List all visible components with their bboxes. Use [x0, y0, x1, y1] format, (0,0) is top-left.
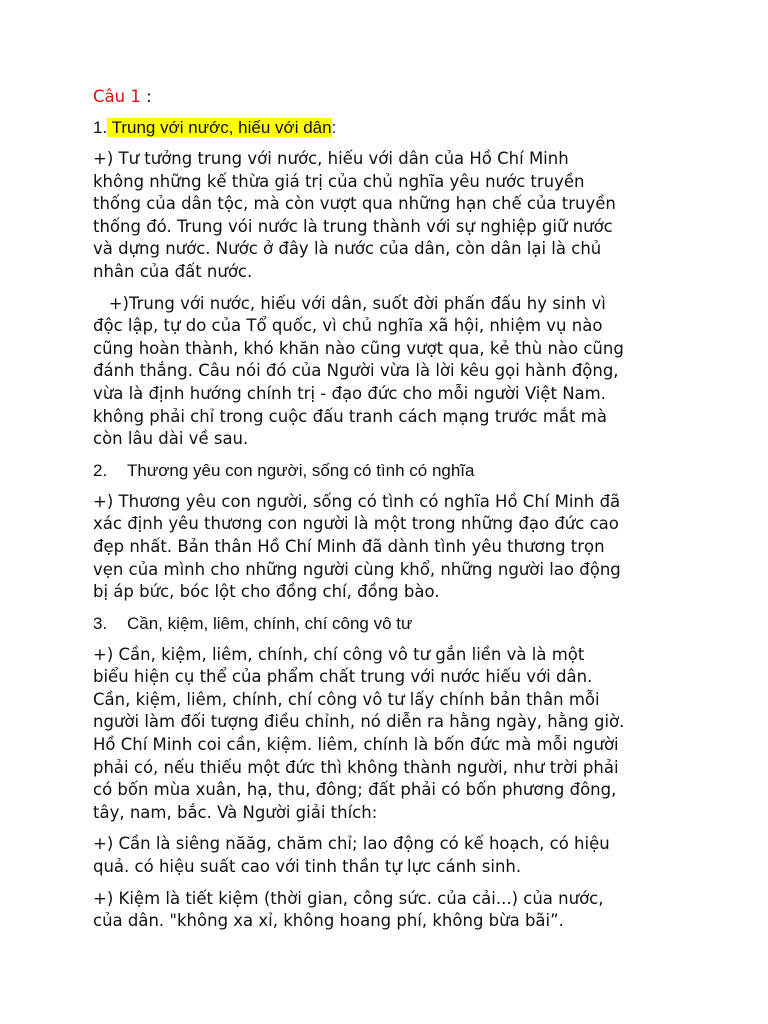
- section-3-paragraph-1: [93, 644, 683, 825]
- section-3-paragraph-3: [93, 888, 683, 933]
- text-line: +)Trung với nước, hiếu với dân, suốt đời phấn đấu hy sinh vì: [93, 293, 606, 313]
- section-2-paragraph-1: [93, 491, 683, 604]
- question-suffix: :: [140, 87, 152, 106]
- text-line: Cần, kiệm, liêm, chính, chí công vô tư lấy chính bản thân mỗi: [93, 689, 600, 709]
- section-2-title-text: Thương yêu con người, sống có tình có nghĩa: [127, 460, 475, 480]
- text-line: quả. có hiệu suất cao với tinh thần tự lực cánh sinh.: [93, 857, 522, 877]
- section-1-number: 1.: [93, 118, 108, 137]
- text-line: vẹn của mình cho những người cùng khổ, những người lao động: [93, 559, 621, 579]
- section-2-number: 2.: [93, 460, 108, 480]
- text-line: xác định yêu thương con người là một trong những đạo đức cao: [93, 514, 619, 534]
- text-line: +) Cần là siêng năăg, chăm chỉ; lao động có kế hoạch, có hiệu: [93, 834, 610, 854]
- text-line: nhân của đất nước.: [93, 261, 253, 281]
- text-line: độc lập, tự do của Tổ quốc, vì chủ nghĩa xã hội, nhiệm vụ nào: [93, 316, 603, 336]
- text-line: không những kế thừa giá trị của chủ nghĩa yêu nước truyền: [93, 171, 585, 191]
- text-line: và dựng nước. Nước ở đây là nước của dân, còn dân lại là chủ: [93, 239, 602, 259]
- text-line: cũng hoàn thành, khó khăn nào cũng vượt qua, kẻ thù nào cũng: [93, 338, 624, 358]
- question-heading: [93, 86, 683, 108]
- text-line: đẹp nhất. Bản thân Hồ Chí Minh đã dành tình yêu thương trọn: [93, 536, 605, 556]
- section-3-paragraph-2: [93, 833, 683, 878]
- document-page: [93, 86, 683, 942]
- text-line: +) Cần, kiệm, liêm, chính, chí công vô tư gắn liền và là một: [93, 644, 585, 664]
- section-1-title: [93, 117, 683, 139]
- text-line: +) Thương yêu con người, sống có tình có nghĩa Hồ Chí Minh đã: [93, 491, 621, 511]
- question-label: Câu 1: [93, 87, 141, 106]
- text-line: có bốn mùa xuân, hạ, thu, đông; đất phải có bốn phương đông,: [93, 780, 617, 800]
- text-line: còn lâu dài về sau.: [93, 429, 249, 449]
- text-line: không phải chỉ trong cuộc đấu tranh cách mạng trước mắt mà: [93, 406, 607, 426]
- section-3-number: 3.: [93, 613, 108, 633]
- text-line: biểu hiện cụ thể của phẩm chất trung với nước hiếu với dân.: [93, 667, 593, 687]
- text-line: tây, nam, bắc. Và Người giải thích:: [93, 802, 378, 822]
- text-line: của dân. "không xa xỉ, không hoang phí, không bừa bãi”.: [93, 911, 564, 931]
- section-1-title-text: Trung với nước, hiếu với dân: [107, 118, 332, 137]
- section-1-title-suffix: :: [331, 118, 337, 137]
- text-line: Hồ Chí Minh coi cần, kiệm. liêm, chính là bốn đức mà mỗi người: [93, 735, 619, 755]
- text-line: +) Kiệm là tiết kiệm (thời gian, công sức. của cải...) của nước,: [93, 888, 604, 908]
- text-line: thống của dân tộc, mà còn vượt qua những hạn chế của truyền: [93, 194, 616, 214]
- section-3-title-text: Cần, kiệm, liêm, chính, chí công vô tư: [127, 613, 413, 633]
- section-1-paragraph-1: [93, 148, 683, 284]
- text-line: thống đó. Trung vói nước là trung thành với sự nghiệp giữ nước: [93, 216, 613, 236]
- text-line: bị áp bức, bóc lột cho đồng chí, đồng bào.: [93, 582, 440, 602]
- section-2-title: [93, 460, 683, 482]
- text-line: người làm đối tượng điều chỉnh, nó diễn ra hằng ngày, hằng giờ.: [93, 712, 625, 732]
- text-line: phải có, nếu thiếu một đức thì không thành người, như trời phải: [93, 757, 619, 777]
- section-3-title: [93, 613, 683, 635]
- text-line: đánh thắng. Câu nói đó của Người vừa là lời kêu gọi hành động,: [93, 361, 619, 381]
- text-line: vừa là định hướng chính trị - đạo đức cho mỗi người Việt Nam.: [93, 383, 606, 403]
- text-line: +) Tư tưởng trung với nước, hiếu với dân của Hồ Chí Minh: [93, 149, 569, 168]
- section-1-paragraph-2: [93, 293, 683, 451]
